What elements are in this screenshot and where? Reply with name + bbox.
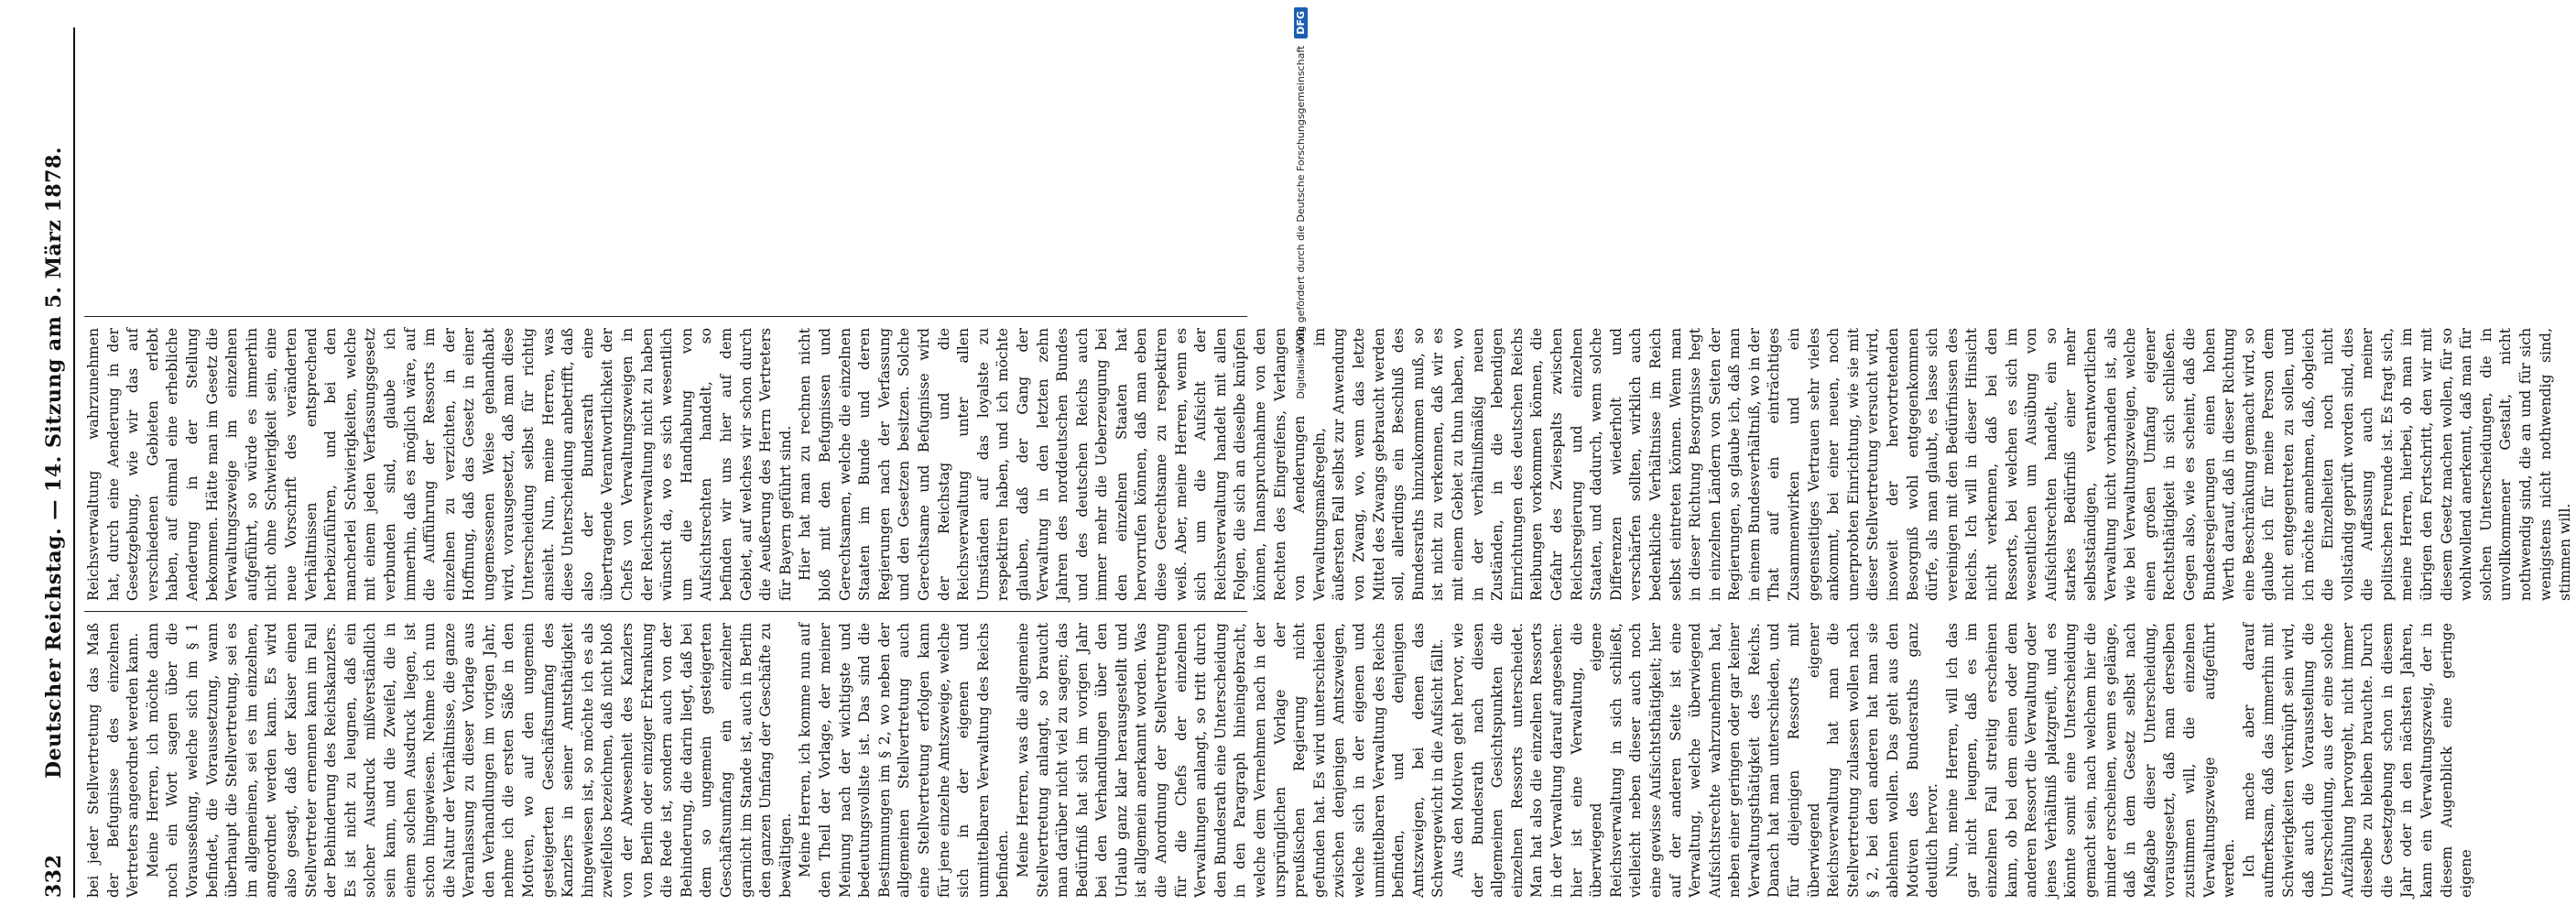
running-title: Deutscher Reichstag. — 14. Sitzung am 5. März 1878. — [42, 147, 66, 779]
text-column-middle — [84, 328, 2574, 601]
paragraph: bei jeder Stellvertretung das Maß der Befugnisse des einzelnen Vertreters angeordnet werden kann. — [85, 623, 142, 898]
header-rule — [73, 27, 75, 898]
dfg-logo: DFG — [1294, 7, 1308, 38]
column-divider — [84, 316, 1247, 317]
column-divider — [84, 611, 1247, 612]
digitization-watermark — [1289, 0, 1311, 916]
page-header — [37, 27, 73, 898]
paragraph: Aus den Motiven geht hervor, wie der Bundesrath nach diesen allgemeinen Gesichtspunkten die einzelnen Ressorts unterscheidet. Man hat also die einzelnen Ressorts in der Verwaltung darauf angesehen: hier ist eine Verwaltung, die überwiegend eigene Reichsverwaltung in sich schließt, vielleicht neben dieser auch noch eine gewisse Aufsichtsthätigkeit; hier auf der anderen Seite ist eine Verwaltung, welche überwiegend Aufsichtsrechte wahrzunehmen hat, neben einer geringen oder gar keiner Verwaltungsthätigkeit des Reichs. Danach hat man unterschieden, und für diejenigen Ressorts mit überwiegend eigener Reichsverwaltung hat man die Stellvertretung zulassen wollen nach § 2, bei den anderen hat man sie ablehnen wollen. Das geht aus den Motiven des Bundesraths ganz deutlich hervor. — [1449, 623, 1941, 898]
text-column-right — [84, 31, 1247, 306]
paragraph: Hier hat man zu rechnen nicht bloß mit den Befugnissen und Gerechtsamen, welche die einzelnen Staaten im Bunde und deren Regierungen nach der Verfassung und den Gesetzen besitzen. Solche Gerechtsame und Befugnisse wird der Reichstag und die Reichsverwaltung unter allen Umständen auf das loyalste zu respektiren haben, und ich möchte glauben, daß der Gang der Verwaltung in den letzten zehn Jahren des norddeutschen Bundes und des deutschen Reichs auch immer mehr die Ueberzeugung bei den einzelnen Staaten hat hervorrufen können, daß man eben diese Gerechtsame zu respektiren weiß. Aber, meine Herren, wenn es sich um die Aufsicht der Reichsverwaltung handelt mit allen Folgen, die sich an dieselbe knüpfen können, Inanspruchnahme von den Rechten des Eingreifens, Verlangen von Aenderungen von Verwaltungsmaßregeln, im äußersten Fall selbst zur Anwendung von Zwang, wo, wenn das letzte Mittel des Zwangs gebraucht werden soll, allerdings ein Beschluß des Bundesraths hinzukommen muß, so ist nicht zu verkennen, daß wir es mit einem Gebiet zu thun haben, wo in der verhältnißmäßig neuen Zuständen, in die lebendigen Einrichtungen des deutschen Reichs Reibungen vorkommen können, die Gefahr des Zwiespalts zwischen Reichsregierung und einzelnen Staaten, und dadurch, wenn solche Differenzen wiederholt und verschärfen sollten, wirklich auch bedenkliche Verhältnisse im Reich selbst eintreten können. Wenn man in dieser Richtung Besorgnisse hegt in einzelnen Ländern von Seiten der Regierungen, so glaube ich, daß man in einem Bundesverhältniß, wo in der That auf ein einträchtiges Zusammenwirken und ein gegenseitiges Vertrauen sehr vieles ankommt, bei einer neuen, noch unerprobten Einrichtung, wie sie mit dieser Stellvertretung versucht wird, insoweit der hervortretenden Besorgniß wohl entgegenkommen dürfe, als man glaubt, es lasse sich vereinigen mit den Bedürfnissen des Reichs. Ich will in dieser Hinsicht nicht verkennen, daß bei den Ressorts, bei welchen es sich im wesentlichen um Ausübung von Aufsichtsrechten handelt, ein so starkes Bedürfniß einer mehr selbstständigen, verantwortlichen Verwaltung nicht vorhanden ist, als wie bei Verwaltungszweigen, welche einen großen Umfang eigener Rechtsthätigkeit in sich schließen. Gegen also, wie es scheint, daß die Bundesregierungen einen hohen Werth darauf, daß in dieser Richtung eine Beschränkung gemacht wird, so glaube ich für meine Person dem nicht entgegentreten zu sollen, und ich möchte annehmen, daß, obgleich die Einzelheiten noch nicht vollständig geprüft worden sind, dies die Auffassung auch meiner politischen Freunde ist. Es fragt sich, meine Herren, hierbei, ob man im übrigen den Fortschritt, den wir mit diesem Gesetz machen wollen, für so wohlwollend anerkennt, daß man für solchen Unterscheidungen, die in unvollkommener Gestalt, nicht nothwendig sind, die an und für sich wenigstens nicht nothwendig sind, stimmen will. — [797, 328, 2574, 601]
paragraph: Ich mache aber darauf aufmerksam, daß das immerhin mit Schwierigkeiten verknüpft sein wird, daß auch die Vorausstellung die Unterscheidung, aus der eine solche Aufzählung hervorgeht, nicht immer dieselbe zu bleiben brauchte. Durch die Gesetzgebung schon in diesem Jahr oder in den nächsten Jahren, kann ein Verwaltungszweig, der in diesem Augenblick eine geringe eigene — [2240, 623, 2475, 898]
paragraph: Meine Herren, was die allgemeine Stellvertretung anlangt, so braucht man darüber nicht viel zu sagen; das Bedürfniß hat sich im vorigen Jahr bei den Verhandlungen über den Urlaub ganz klar herausgestellt und ist allgemein anerkannt worden. Was die Anordnung der Stellvertretung für die Chefs der einzelnen Verwaltungen anlangt, so tritt durch den Bundesrath eine Unterscheidung in den Paragraph hineingebracht, welche dem Vernehmen nach in der ursprünglichen Vorlage der preußischen Regierung nicht gefunden hat. Es wird unterschieden zwischen denjenigen Amtszweigen, welche sich in der eigenen und unmittelbaren Verwaltung des Reichs befinden, und denjenigen Amtszweigen, bei denen das Schwergewicht in die Aufsicht fällt. — [1014, 623, 1447, 898]
paragraph: Nun, meine Herren, will ich das gar nicht leugnen, daß es im einzelnen Fall streitig erscheinen kann, ob bei dem einen oder dem anderen Ressort die Verwaltung oder jenes Verhältniß platzgreift, und es könnte somit eine Unterscheidung gemacht sein, nach welchem hier die minder erscheinen, wenn es gelänge, daß in dem Gesetz selbst nach Maßgabe dieser Unterscheidung, vorausgesetzt, daß man derselben zustimmen will, die einzelnen Verwaltungszweige aufgeführt werden. — [1943, 623, 2238, 898]
paragraph: Reichsverwaltung wahrzunehmen hat, durch eine Aenderung in der Gesetzgebung, wie wir das auf verschiedenen Gebieten erlebt haben, auf einmal eine erhebliche Aenderung in der Stellung bekommen. Hätte man im Gesetz die Verwaltungszweige im einzelnen aufgeführt, so würde es immerhin nicht ohne Schwierigkeit sein, eine neue Vorschrift des veränderten Verhältnissen entsprechend herbeizuführen, und bei den mancherlei Schwierigkeiten, welche mit einem jeden Verfassungsgesetz verbunden sind, glaube ich immerhin, daß es möglich wäre, auf die Aufführung der Ressorts im einzelnen zu verzichten, in der Hoffnung, daß das Gesetz in einer ungemessenen Weise gehandhabt wird, vorausgesetzt, daß man diese Unterscheidung selbst für richtig ansieht. Nun, meine Herren, was diese Unterscheidung anbetrifft, daß also der Bundesrath eine übertragende Verantwortlichkeit der Chefs von Verwaltungszweigen in der Reichsverwaltung nicht zu haben wünscht da, wo es sich wesentlich um die Handhabung von Aufsichtsrechten handelt, so befinden wir uns hier auf dem Gebiet, auf welches wir schon durch die Aeußerung des Herrn Vertreters für Bayern geführt sind. — [85, 328, 794, 601]
page-number: 332 — [42, 854, 66, 898]
paragraph: Meine Herren, ich möchte dann noch ein Wort sagen über die Vorausseßung, welche sich im § 1 befindet, die Voraussetzung, wann überhaupt die Stellvertretung, sei es im allgemeinen, sei es im einzelnen, angeordnet werden kann. Es wird also gesagt, daß der Kaiser einen Stellvertreter ernennen kann im Fall der Behinderung des Reichskanzlers. Es ist nicht zu leugnen, daß ein solcher Ausdruck mißverständlich sein kann, und die Zweifel, die in einem solchen Ausdruck liegen, ist schon hingewiesen. Nehme ich nun die Natur der Verhältnisse, die ganze Veranlassung zu dieser Vorlage aus den Verhandlungen im vorigen Jahr, nehme ich die ersten Säße in den Motiven, wo auf den ungemein gesteigerten Geschäftsumfang des Kanzlers in seiner Amtsthätigkeit hingewiesen ist, so möchte ich es als zweifellos bezeichnen, daß nicht bloß von der Abwesenheit des Kanzlers von Berlin oder einziger Erkrankung die Rede ist, sondern auch von der Behinderung, die darin liegt, daß bei dem so ungemein gesteigerten Geschäftsumfang ein einzelner garnicht im Stande ist, auch in Berlin den ganzen Umfang der Geschäfte zu bewältigen. — [144, 623, 794, 898]
paragraph: Meine Herren, ich komme nun auf den Theil der Vorlage, der meiner Meinung nach der wichtigste und bedeutungsvollste ist. Das sind die Bestimmungen im § 2, wo neben der allgemeinen Stellvertretung auch eine Stellvertretung erfolgen kann für jene einzelne Amtszweige, welche sich in der eigenen und unmittelbaren Verwaltung des Reichs befinden. — [797, 623, 1012, 898]
text-column-left — [84, 623, 2475, 898]
watermark-text: Digitalisierung gefördert durch die Deutsche Forschungsgemeinschaft — [1294, 45, 1307, 399]
